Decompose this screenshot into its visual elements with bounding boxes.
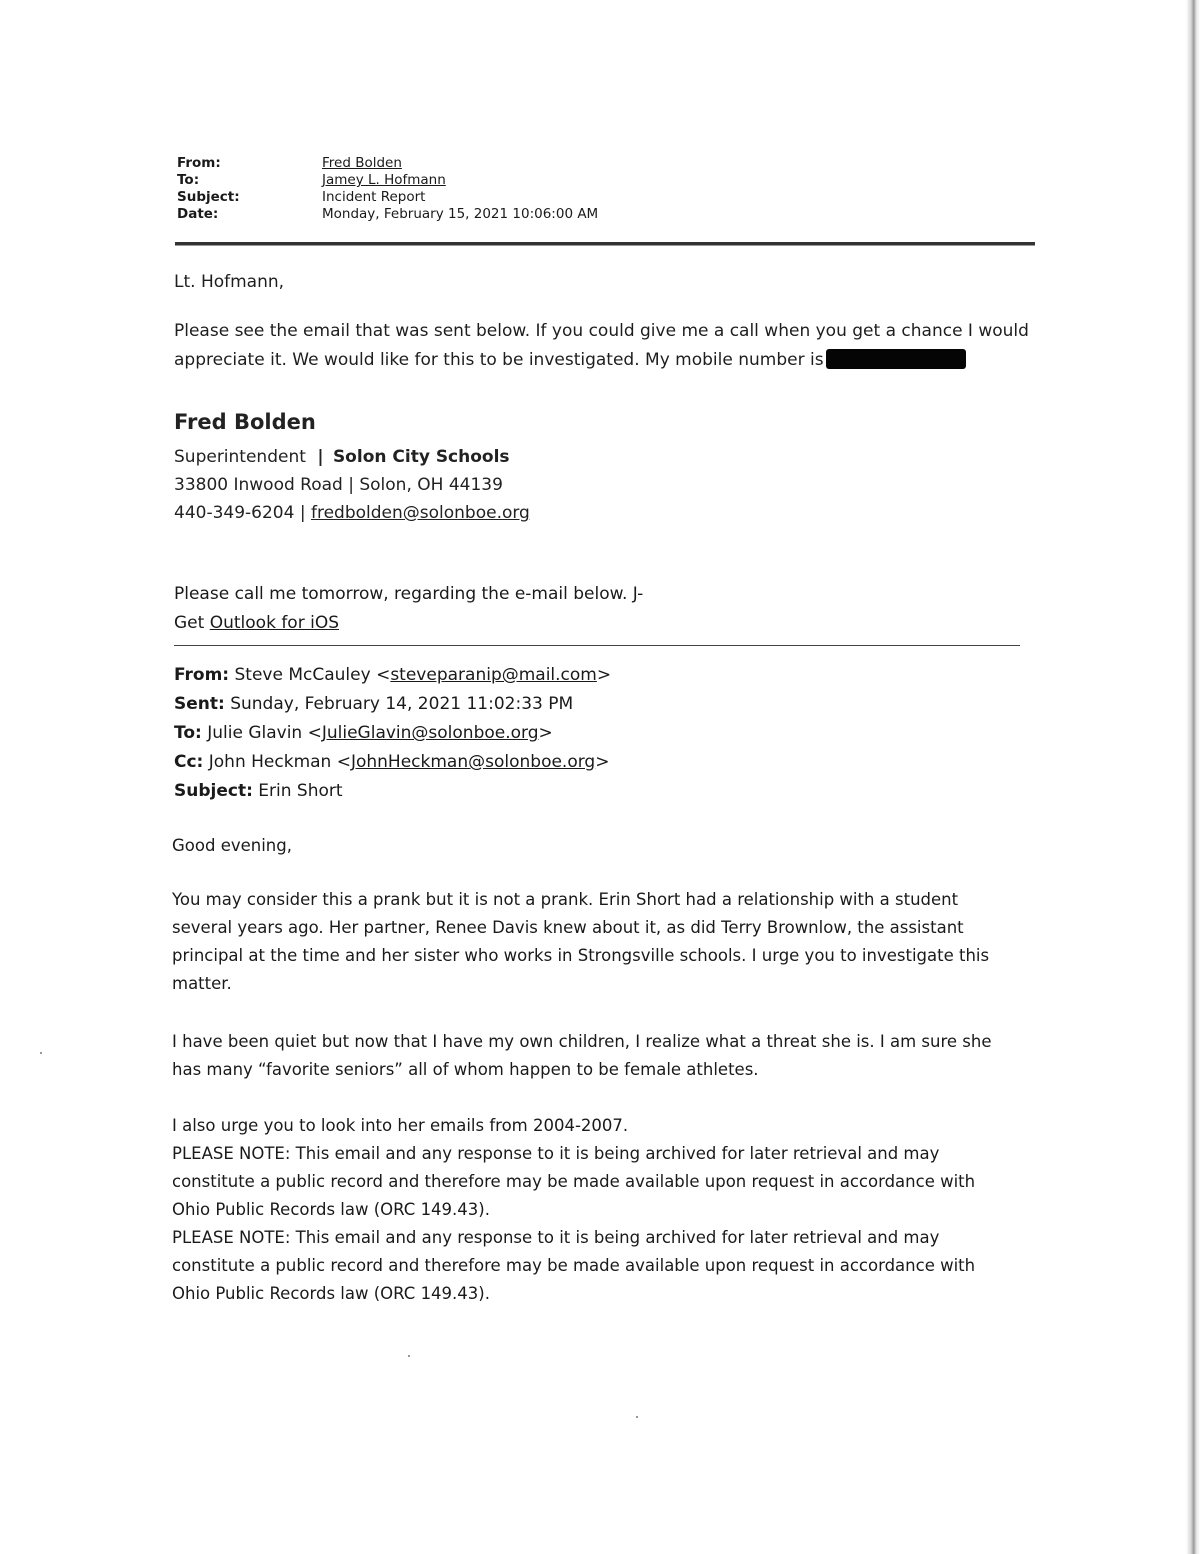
message-line: Please see the email that was sent below. If you could give me a call when you get a chance I would: [174, 321, 1029, 341]
header-date-value: Monday, February 15, 2021 10:06:00 AM: [322, 206, 599, 222]
message-paragraph: [174, 317, 1054, 375]
signature-title-row: [174, 443, 530, 471]
signature-email-link[interactable]: fredbolden@solonboe.org: [310, 503, 530, 523]
header-from-value[interactable]: Fred Bolden: [322, 155, 402, 171]
original-from-email-link[interactable]: steveparanip@mail.com: [390, 665, 597, 685]
original-header: [174, 661, 611, 806]
original-sent-value: Sunday, February 14, 2021 11:02:33 PM: [230, 694, 574, 714]
original-line: constitute a public record and therefore may be made available upon request in accordance with: [172, 1172, 976, 1191]
signature-separator: |: [317, 447, 324, 467]
header-from-row: [177, 155, 598, 172]
original-line: matter.: [172, 974, 232, 993]
header-date-row: [177, 206, 598, 223]
header-subject-label: Subject:: [177, 189, 240, 205]
header-divider: [175, 242, 1035, 246]
header-to-label: To:: [177, 172, 200, 188]
original-cc-email-link[interactable]: JohnHeckman@solonboe.org: [350, 752, 596, 772]
scan-speck: [40, 1052, 42, 1054]
header-to-value[interactable]: Jamey L. Hofmann: [322, 172, 446, 188]
original-from-close: >: [596, 665, 612, 685]
original-paragraph-3: [172, 1112, 1032, 1308]
original-to-label: To:: [174, 723, 202, 743]
original-sent-row: [174, 690, 611, 719]
original-line: I have been quiet but now that I have my own children, I realize what a threat she is. I am sure she: [172, 1032, 992, 1051]
original-subject-label: Subject:: [174, 781, 253, 801]
original-paragraph-2: [172, 1028, 1032, 1084]
signature-title: Superintendent: [174, 447, 306, 467]
scan-speck: [408, 1355, 410, 1357]
original-to-name: Julie Glavin <: [207, 723, 322, 743]
forward-note-block: [174, 580, 643, 638]
original-cc-row: [174, 748, 611, 777]
outlook-ios-link[interactable]: Outlook for iOS: [209, 613, 339, 633]
header-from-label: From:: [177, 155, 221, 171]
forward-get-prefix: Get: [174, 613, 205, 633]
original-to-email-link[interactable]: JulieGlavin@solonboe.org: [321, 723, 539, 743]
redaction-bar: [826, 349, 966, 369]
message-salutation: Lt. Hofmann,: [174, 272, 285, 292]
original-from-name: Steve McCauley <: [234, 665, 391, 685]
original-cc-label: Cc:: [174, 752, 204, 772]
original-line: PLEASE NOTE: This email and any response to it is being archived for later retrieval and may: [172, 1144, 940, 1163]
original-line: principal at the time and her sister who works in Strongsville schools. I urge you to investigate this: [172, 946, 990, 965]
header-date-label: Date:: [177, 206, 219, 222]
original-from-label: From:: [174, 665, 230, 685]
original-cc-close: >: [595, 752, 610, 772]
signature-phone: 440-349-6204 |: [174, 503, 306, 523]
signature-address: 33800 Inwood Road | Solon, OH 44139: [174, 475, 503, 495]
original-cc-name: John Heckman <: [208, 752, 351, 772]
header-to-row: [177, 172, 598, 189]
signature-org: Solon City Schools: [332, 447, 510, 467]
original-to-close: >: [538, 723, 553, 743]
original-sent-label: Sent:: [174, 694, 225, 714]
original-line: You may consider this a prank but it is not a prank. Erin Short had a relationship with a student: [172, 890, 959, 909]
forward-divider: [174, 645, 1020, 646]
original-line: PLEASE NOTE: This email and any response to it is being archived for later retrieval and may: [172, 1228, 940, 1247]
email-header: [177, 155, 598, 223]
original-to-row: [174, 719, 611, 748]
forward-note: Please call me tomorrow, regarding the e-mail below. J-: [174, 584, 644, 604]
scan-edge-artifact: [1186, 0, 1200, 1554]
header-subject-row: [177, 189, 598, 206]
original-greeting: Good evening,: [172, 836, 292, 855]
original-subject-value: Erin Short: [258, 781, 343, 801]
header-subject-value: Incident Report: [322, 189, 426, 205]
forward-get-row: [174, 609, 643, 638]
signature-contact-row: [174, 499, 530, 527]
original-line: I also urge you to look into her emails from 2004-2007.: [172, 1116, 629, 1135]
original-line: constitute a public record and therefore may be made available upon request in accordance with: [172, 1256, 976, 1275]
original-line: several years ago. Her partner, Renee Davis knew about it, as did Terry Brownlow, the assistant: [172, 918, 964, 937]
original-line: Ohio Public Records law (ORC 149.43).: [172, 1200, 490, 1219]
original-paragraph-1: [172, 886, 1032, 998]
original-line: has many “favorite seniors” all of whom happen to be female athletes.: [172, 1060, 759, 1079]
signature-block: [174, 405, 530, 527]
message-line-2: [174, 346, 1054, 375]
signature-name: Fred Bolden: [174, 410, 316, 434]
message-line: appreciate it. We would like for this to be investigated. My mobile number is: [174, 350, 824, 370]
original-subject-row: [174, 777, 611, 806]
scan-speck: [636, 1416, 638, 1418]
original-from-row: [174, 661, 611, 690]
original-line: Ohio Public Records law (ORC 149.43).: [172, 1284, 490, 1303]
